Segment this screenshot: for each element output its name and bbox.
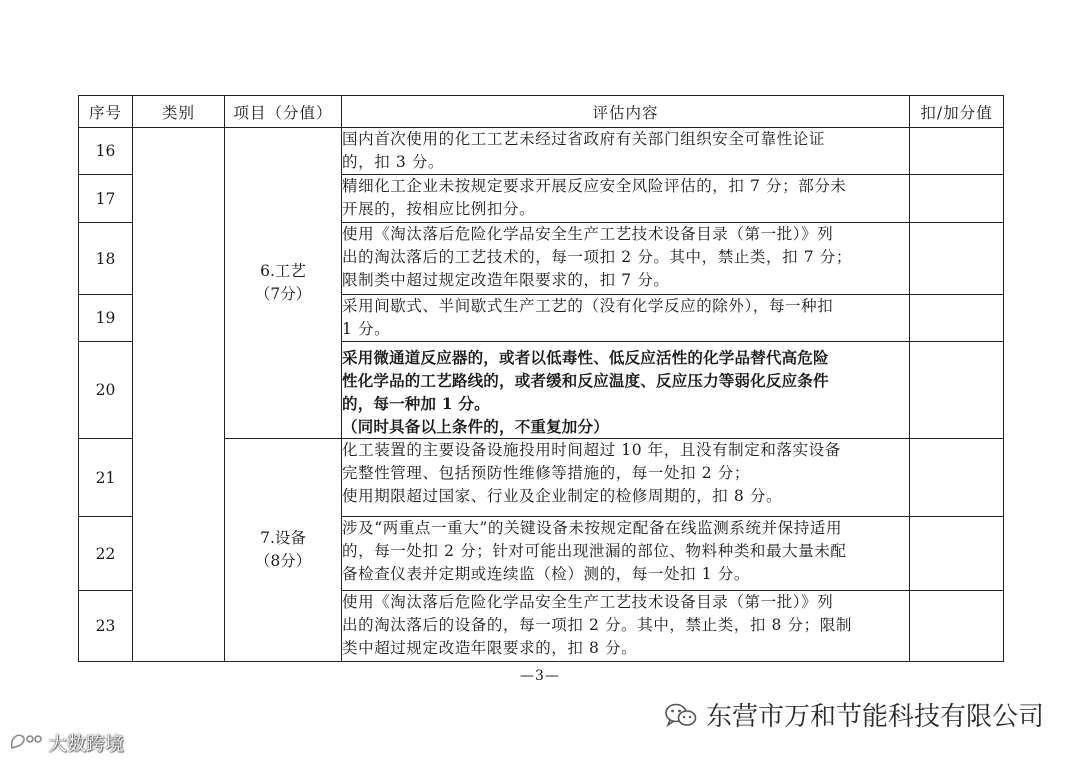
content-line: 出的淘汰落后的工艺技术的，每一项扣 2 分。其中，禁止类，扣 7 分； bbox=[342, 248, 852, 266]
company-watermark bbox=[664, 696, 1044, 733]
content-cell bbox=[342, 295, 910, 342]
content-line: 1 分。 bbox=[342, 320, 391, 338]
content-line: 精细化工企业未按规定要求开展反应安全风险评估的，扣 7 分；部分未 bbox=[342, 177, 847, 195]
item-cell-process bbox=[225, 128, 342, 439]
content-line: 的，扣 3 分。 bbox=[342, 153, 445, 171]
company-name: 东营市万和节能科技有限公司 bbox=[705, 702, 1044, 732]
score-cell bbox=[910, 591, 1004, 662]
table-row bbox=[79, 128, 1004, 175]
content-line: 性化学品的工艺路线的，或者缓和反应温度、反应压力等弱化反应条件 bbox=[342, 371, 829, 390]
source-watermark bbox=[8, 728, 124, 757]
content-cell bbox=[342, 517, 910, 591]
score-cell bbox=[910, 295, 1004, 342]
content-line: 使用《淘汰落后危险化学品安全生产工艺技术设备目录（第一批）》列 bbox=[342, 225, 834, 243]
row-number: 17 bbox=[79, 175, 133, 223]
page-number: —3— bbox=[520, 668, 560, 684]
weibo-icon bbox=[8, 728, 44, 757]
item-process-name: 6.工艺 bbox=[260, 262, 306, 280]
score-cell bbox=[910, 175, 1004, 223]
content-line: （同时具备以上条件的，不重复加分） bbox=[342, 417, 609, 436]
score-cell bbox=[910, 223, 1004, 295]
score-cell bbox=[910, 128, 1004, 175]
content-cell bbox=[342, 591, 910, 662]
content-line: 国内首次使用的化工工艺未经过省政府有关部门组织安全可靠性论证 bbox=[342, 130, 826, 148]
item-cell-equipment bbox=[225, 439, 342, 662]
row-number: 23 bbox=[79, 591, 133, 662]
table-header-row bbox=[79, 96, 1004, 128]
content-cell bbox=[342, 223, 910, 295]
row-number: 22 bbox=[79, 517, 133, 591]
category-cell bbox=[133, 128, 225, 662]
score-cell bbox=[910, 517, 1004, 591]
content-line: 采用微通道反应器的，或者以低毒性、低反应活性的化学品替代高危险 bbox=[342, 348, 829, 367]
content-line: 类中超过规定改造年限要求的，扣 8 分。 bbox=[342, 639, 638, 657]
source-name: 大数跨境 bbox=[48, 733, 125, 755]
score-cell bbox=[910, 439, 1004, 517]
item-equipment-name: 7.设备 bbox=[260, 529, 306, 547]
row-number: 16 bbox=[79, 128, 133, 175]
content-cell bbox=[342, 128, 910, 175]
content-line: 限制类中超过规定改造年限要求的，扣 7 分。 bbox=[342, 271, 670, 289]
content-line: 涉及“两重点一重大”的关键设备未按规定配备在线监测系统并保持适用 bbox=[342, 519, 843, 537]
row-number: 19 bbox=[79, 295, 133, 342]
content-line: 完整性管理、包括预防性维修等措施的，每一处扣 2 分； bbox=[342, 464, 750, 482]
row-number: 18 bbox=[79, 223, 133, 295]
header-category: 类别 bbox=[133, 96, 225, 128]
content-line: 备检查仪表并定期或连续监（检）测的，每一处扣 1 分。 bbox=[342, 565, 750, 583]
score-cell bbox=[910, 342, 1004, 439]
content-cell bbox=[342, 175, 910, 223]
header-score: 扣/加分值 bbox=[910, 96, 1004, 128]
wechat-icon bbox=[664, 702, 698, 728]
item-process-points: （7分） bbox=[254, 285, 312, 303]
item-equipment-points: （8分） bbox=[254, 552, 312, 570]
row-number: 20 bbox=[79, 342, 133, 439]
content-cell bbox=[342, 439, 910, 517]
header-seq: 序号 bbox=[79, 96, 133, 128]
content-line: 的，每一种加 1 分。 bbox=[342, 394, 490, 413]
header-item: 项目（分值） bbox=[225, 96, 342, 128]
content-line: 使用《淘汰落后危险化学品安全生产工艺技术设备目录（第一批）》列 bbox=[342, 593, 834, 611]
content-line: 出的淘汰落后的设备的，每一项扣 2 分。其中，禁止类，扣 8 分；限制 bbox=[342, 616, 852, 634]
content-line: 开展的，按相应比例扣分。 bbox=[342, 200, 536, 218]
content-cell-bonus bbox=[342, 342, 910, 439]
content-line: 化工装置的主要设备设施投用时间超过 10 年，且没有制定和落实设备 bbox=[342, 441, 841, 459]
assessment-table bbox=[78, 95, 1004, 662]
header-content: 评估内容 bbox=[342, 96, 910, 128]
content-line: 使用期限超过国家、行业及企业制定的检修周期的，扣 8 分。 bbox=[342, 487, 783, 505]
content-line: 的，每一处扣 2 分；针对可能出现泄漏的部位、物料种类和最大量未配 bbox=[342, 542, 847, 560]
row-number: 21 bbox=[79, 439, 133, 517]
content-line: 采用间歇式、半间歇式生产工艺的（没有化学反应的除外），每一种扣 bbox=[342, 297, 834, 315]
